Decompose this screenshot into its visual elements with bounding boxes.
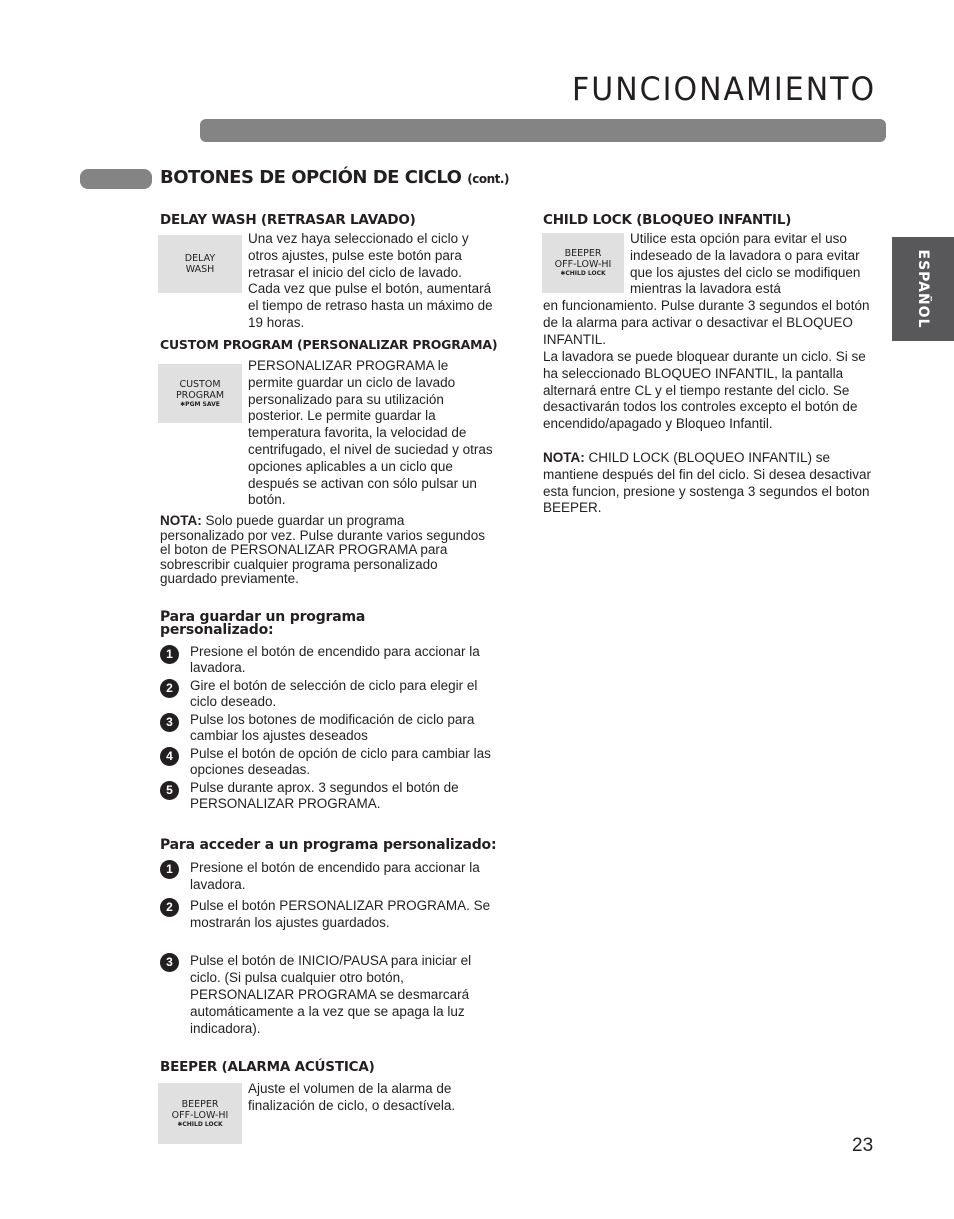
save-step-2-text: Gire el botón de selección de ciclo para elegir el ciclo deseado. xyxy=(190,678,478,709)
access-program-heading-text: Para acceder a un programa personalizado xyxy=(160,837,491,853)
beeper-heading: BEEPER (ALARMA ACÚSTICA) xyxy=(160,1059,375,1075)
child-lock-heading: CHILD LOCK (BLOQUEO INFANTIL) xyxy=(543,212,792,228)
beeper-button-line-3: ✱CHILD LOCK xyxy=(177,1120,223,1128)
save-step-4-text: Pulse el botón de opción de ciclo para cambiar las opciones deseadas. xyxy=(190,746,491,777)
delay-wash-description: Una vez haya seleccionado el ciclo y otros ajustes, pulse este botón para retrasar el inicio del ciclo de lavado. Cada vez que pulse el botón, aumentará el tiempo de retraso hasta un máximo de 19 horas. xyxy=(248,231,493,330)
child-lock-description-wrap: Utilice esta opción para evitar el uso indeseado de la lavadora o para evitar que los ajustes del ciclo se modifiquen mientras la lavadora está xyxy=(630,231,861,297)
save-program-heading-text: Para guardar un programa personalizado xyxy=(160,609,366,638)
language-tab xyxy=(892,237,954,341)
delay-wash-button-image xyxy=(158,235,242,293)
section-title xyxy=(160,167,509,188)
custom-program-button-image xyxy=(158,364,242,423)
save-step-5-number: 5 xyxy=(160,781,179,800)
save-program-heading xyxy=(160,611,460,637)
save-program-heading-colon: : xyxy=(268,622,274,638)
custom-program-note-label: NOTA: xyxy=(160,513,202,528)
delay-wash-button-line-1: DELAY xyxy=(184,253,216,264)
access-step-3-number: 3 xyxy=(160,953,179,972)
child-lock-description-2: La lavadora se puede bloquear durante un ciclo. Si se ha seleccionado BLOQUEO INFANTIL, la pantalla alternará entre CL y el tiempo restante del ciclo. Se desactivarán todos los controles excepto el botón de encendido/apagado y Bloqueo Infantil. xyxy=(543,349,866,432)
child-lock-note-text: CHILD LOCK (BLOQUEO INFANTIL) se mantiene después del fin del ciclo. Si desea desactivar esta funcion, presione y sostenga 3 segundos el boton BEEPER. xyxy=(543,450,871,516)
save-step-1-number: 1 xyxy=(160,645,179,664)
custom-program-note-text: Solo puede guardar un programa personalizado por vez. Pulse durante varios segundos el boton de PERSONALIZAR PROGRAMA para sobrescribir cualquier programa personalizado guardado previamente. xyxy=(160,513,485,586)
beeper-button-line-1: BEEPER xyxy=(181,1098,219,1110)
child-lock-note-label: NOTA: xyxy=(543,450,585,465)
save-step-5-text: Pulse durante aprox. 3 segundos el botón de PERSONALIZAR PROGRAMA. xyxy=(190,780,459,811)
section-title-text: BOTONES DE OPCIÓN DE CICLO xyxy=(160,167,462,188)
custom-program-button-line-2: PROGRAM xyxy=(175,389,225,401)
access-step-3-text: Pulse el botón de INICIO/PAUSA para iniciar el ciclo. (Si pulsa cualquier otro botón, PERSONALIZAR PROGRAMA se desmarcará automáticamente a la vez que se apaga la luz indicadora). xyxy=(190,953,472,1036)
beeper-button-image xyxy=(158,1083,242,1144)
access-step-2-number: 2 xyxy=(160,898,179,917)
title-bar xyxy=(200,119,886,142)
beeper-description: Ajuste el volumen de la alarma de finalización de ciclo, o desactívela. xyxy=(248,1081,456,1113)
custom-program-heading: CUSTOM PROGRAM (PERSONALIZAR PROGRAMA) xyxy=(160,337,498,352)
access-step-1-number: 1 xyxy=(160,860,179,879)
child-lock-button-line-3: ✱CHILD LOCK xyxy=(560,270,606,277)
access-program-heading xyxy=(160,839,496,852)
custom-program-button-line-3: ✱PGM SAVE xyxy=(180,400,220,408)
access-step-2-text: Pulse el botón PERSONALIZAR PROGRAMA. Se mostrarán los ajustes guardados. xyxy=(190,898,491,930)
save-step-4-number: 4 xyxy=(160,747,179,766)
custom-program-description: PERSONALIZAR PROGRAMA le permite guardar un ciclo de lavado personalizado para su utilización posterior. Le permite guardar la temperatura favorita, la velocidad de centrifugado, el nivel de suciedad y otras opciones aplicables a un ciclo que después se activan con sólo pulsar un botón. xyxy=(248,358,493,508)
beeper-button-line-2: OFF-LOW-HI xyxy=(171,1109,229,1121)
child-lock-button-line-1: BEEPER xyxy=(564,248,602,259)
child-lock-description-continued: en funcionamiento. Pulse durante 3 segundos el botón de la alarma para activar o desactivar el BLOQUEO INFANTIL. xyxy=(543,298,870,347)
page-title: FUNCIONAMIENTO xyxy=(572,70,877,109)
save-step-3-number: 3 xyxy=(160,713,179,732)
custom-program-button-line-1: CUSTOM xyxy=(179,378,221,390)
save-step-1-text: Presione el botón de encendido para accionar la lavadora. xyxy=(190,644,480,675)
delay-wash-button-line-2: WASH xyxy=(185,264,215,275)
page-number: 23 xyxy=(852,1135,874,1156)
save-step-2-number: 2 xyxy=(160,679,179,698)
section-marker xyxy=(80,169,152,189)
child-lock-button-line-2: OFF-LOW-HI xyxy=(554,259,612,270)
delay-wash-heading: DELAY WASH (RETRASAR LAVADO) xyxy=(160,212,416,228)
access-step-1-text: Presione el botón de encendido para accionar la lavadora. xyxy=(190,860,480,892)
section-cont-label: (cont.) xyxy=(467,172,509,186)
access-program-heading-colon: : xyxy=(490,837,497,853)
child-lock-note xyxy=(543,450,878,517)
child-lock-button-image xyxy=(542,233,624,293)
language-tab-label: ESPAÑOL xyxy=(915,249,931,329)
save-step-3-text: Pulse los botones de modificación de ciclo para cambiar los ajustes deseados xyxy=(190,712,475,743)
custom-program-note xyxy=(160,514,488,587)
